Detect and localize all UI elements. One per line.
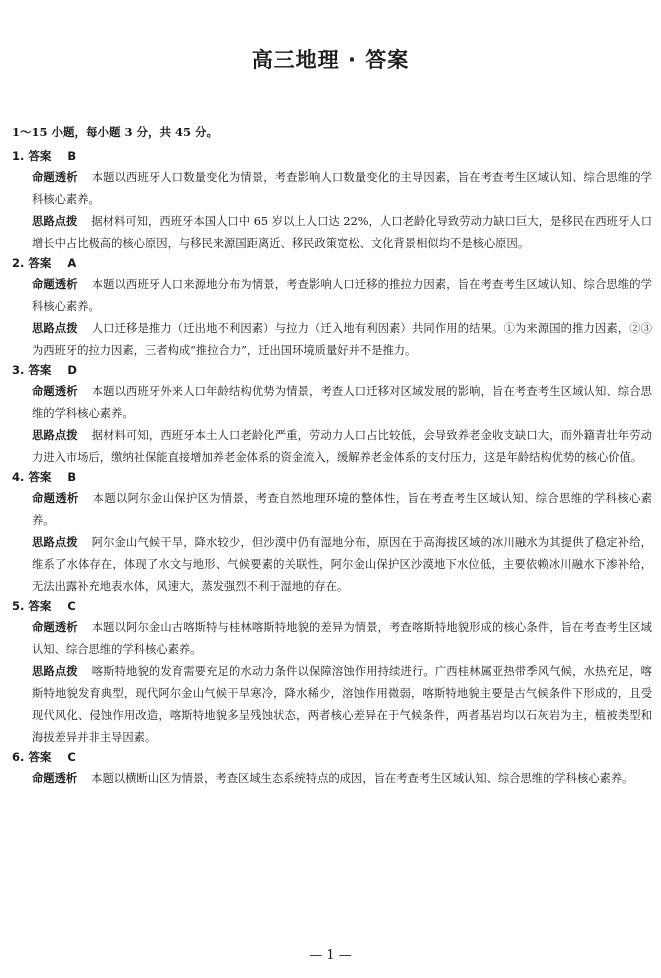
- question-header: [12, 255, 652, 272]
- answer-label: 答案: [28, 363, 52, 377]
- hint-paragraph: [12, 425, 652, 469]
- hint-label: 思路点拨: [32, 665, 78, 678]
- question-header: [12, 469, 652, 486]
- analysis-paragraph: [12, 768, 652, 790]
- question-header: [12, 362, 652, 379]
- analysis-label: 命题透析: [32, 278, 78, 291]
- answer-choice: D: [67, 363, 77, 377]
- question-number: 3.: [12, 363, 25, 377]
- answer-label: 答案: [28, 599, 52, 613]
- question-3: [12, 362, 652, 469]
- hint-paragraph: [12, 532, 652, 598]
- analysis-label: 命题透析: [32, 385, 78, 398]
- question-header: [12, 749, 652, 766]
- analysis-paragraph: [12, 167, 652, 211]
- analysis-text: 本题以阿尔金山古喀斯特与桂林喀斯特地貌的差异为情景，考查喀斯特地貌形成的核心条件，旨在考查考生区域认知、综合思维的学科核心素养。: [32, 621, 652, 656]
- question-6: [12, 749, 652, 790]
- answer-choice: B: [67, 470, 77, 484]
- analysis-text: 本题以西班牙人口来源地分布为情景，考查影响人口迁移的推拉力因素，旨在考查考生区域认知、综合思维的学科核心素养。: [32, 278, 652, 313]
- answer-label: 答案: [28, 750, 52, 764]
- hint-label: 思路点拨: [32, 536, 78, 549]
- question-2: [12, 255, 652, 362]
- question-4: [12, 469, 652, 598]
- question-number: 2.: [12, 256, 25, 270]
- analysis-label: 命题透析: [32, 492, 79, 505]
- scoring-note: 1～15 小题，每小题 3 分，共 45 分。: [12, 125, 219, 139]
- answer-label: 答案: [28, 256, 52, 270]
- analysis-text: 本题以西班牙人口数量变化为情景，考查影响人口数量变化的主导因素，旨在考查考生区域认知、综合思维的学科核心素养。: [32, 171, 652, 206]
- question-1: [12, 148, 652, 255]
- hint-text: 阿尔金山气候干旱，降水较少，但沙漠中仍有湿地分布，原因在于高海拔区域的冰川融水为其提供了稳定补给，维系了水体存在，体现了水文与地形、气候要素的关联性，阿尔金山保护区沙漠地下水位低，主要依赖冰川融水下渗补给，无法出露补充地表水体，风速大，蒸发强烈不利于湿地的存在。: [32, 536, 652, 593]
- question-number: 6.: [12, 750, 25, 764]
- question-number: 1.: [12, 149, 25, 163]
- answer-label: 答案: [28, 149, 52, 163]
- question-header: [12, 598, 652, 615]
- hint-text: 喀斯特地貌的发育需要充足的水动力条件以保障溶蚀作用持续进行。广西桂林属亚热带季风气候，水热充足，喀斯特地貌发育典型，现代阿尔金山气候干旱寒冷，降水稀少，溶蚀作用微弱，喀斯特地貌主要是古气候条件下形成的，且受现代风化、侵蚀作用改造，喀斯特地貌多呈残蚀状态，两者核心差异在于气候条件，两者基岩均以石灰岩为主，植被类型和海拔差异并非主导因素。: [32, 665, 652, 744]
- hint-label: 思路点拨: [32, 215, 78, 228]
- analysis-paragraph: [12, 617, 652, 661]
- question-header: [12, 148, 652, 165]
- analysis-label: 命题透析: [32, 621, 78, 634]
- analysis-text: 本题以横断山区为情景，考查区域生态系统特点的成因，旨在考查考生区域认知、综合思维的学科核心素养。: [91, 772, 634, 785]
- page-title: 高三地理 · 答案: [251, 48, 410, 72]
- hint-label: 思路点拨: [32, 429, 78, 442]
- hint-text: 据材料可知，西班牙本土人口老龄化严重，劳动力人口占比较低，会导致养老金收支缺口大，而外籍青壮年劳动力进入市场后，缴纳社保能直接增加养老金体系的资金流入，缓解养老金体系的支付压力，这是年龄结构优势的核心价值。: [32, 429, 652, 464]
- answer-choice: C: [67, 599, 76, 613]
- analysis-paragraph: [12, 274, 652, 318]
- hint-label: 思路点拨: [32, 322, 78, 335]
- hint-paragraph: [12, 661, 652, 749]
- hint-text: 人口迁移是推力（迁出地不利因素）与拉力（迁入地有利因素）共同作用的结果。①为来源国的推力因素，②③为西班牙的拉力因素，三者构成“推拉合力”，迁出国环境质量好并不是推力。: [32, 322, 652, 357]
- question-number: 4.: [12, 470, 25, 484]
- hint-paragraph: [12, 211, 652, 255]
- analysis-paragraph: [12, 381, 652, 425]
- answer-choice: A: [67, 256, 77, 270]
- analysis-text: 本题以西班牙外来人口年龄结构优势为情景，考查人口迁移对区域发展的影响，旨在考查考生区域认知、综合思维的学科核心素养。: [32, 385, 652, 420]
- hint-paragraph: [12, 318, 652, 362]
- analysis-label: 命题透析: [32, 772, 78, 785]
- hint-text: 据材料可知，西班牙本国人口中 65 岁以上人口达 22%，人口老龄化导致劳动力缺口巨大，是移民在西班牙人口增长中占比极高的核心原因，与移民来源国距离近、移民政策宽松、文化背景相似均不是核心原因。: [32, 215, 652, 250]
- analysis-paragraph: [12, 488, 652, 532]
- analysis-text: 本题以阿尔金山保护区为情景，考查自然地理环境的整体性，旨在考查考生区域认知、综合思维的学科核心素养。: [32, 492, 652, 527]
- answer-choice: B: [67, 149, 77, 163]
- page-number: — 1 —: [309, 948, 352, 963]
- answer-choice: C: [67, 750, 76, 764]
- question-number: 5.: [12, 599, 25, 613]
- analysis-label: 命题透析: [32, 171, 78, 184]
- question-5: [12, 598, 652, 749]
- answer-list: [12, 148, 652, 790]
- answer-label: 答案: [28, 470, 52, 484]
